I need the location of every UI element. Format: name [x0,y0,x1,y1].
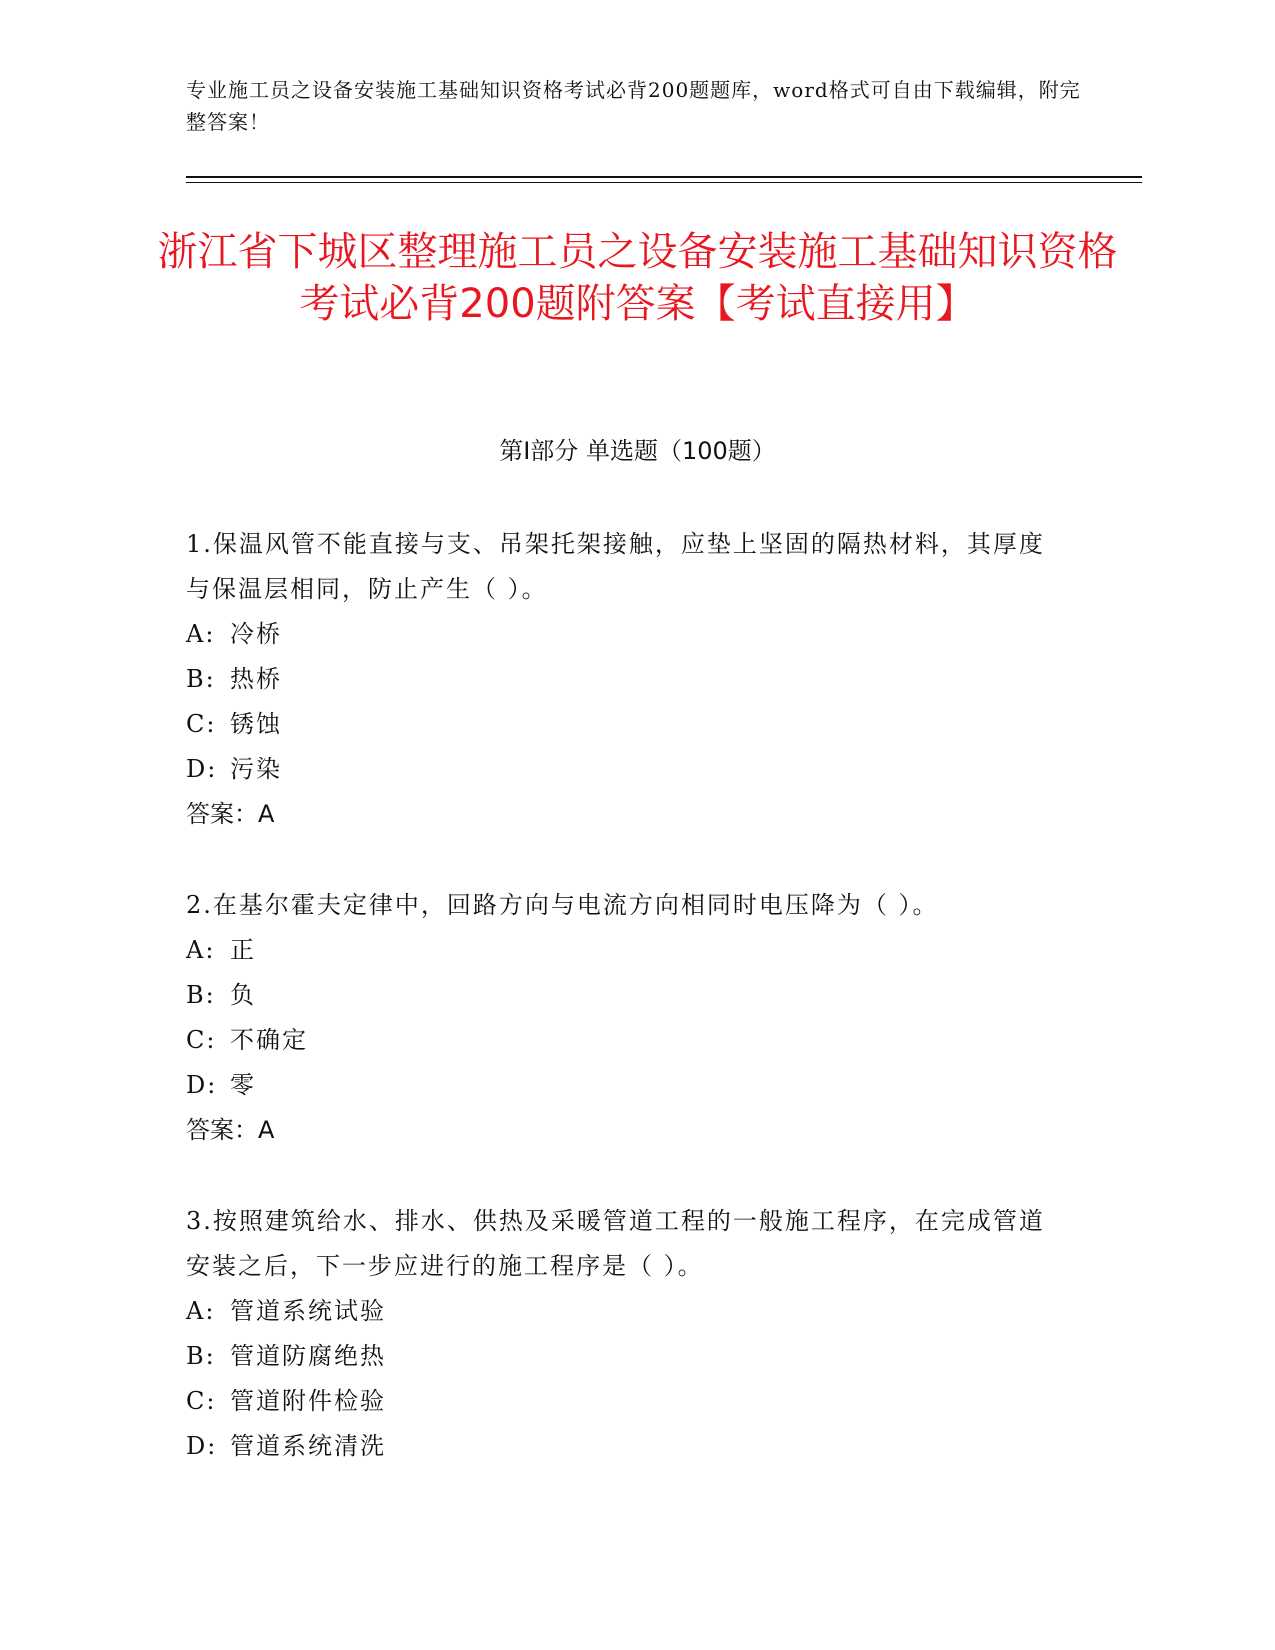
option-text: 管道防腐绝热 [230,1342,386,1370]
option-key: D: [186,1071,218,1099]
question-list [186,522,1066,1515]
option-text: 不确定 [230,1026,308,1054]
option-b [186,1334,1066,1379]
option-b [186,657,1066,702]
option-d [186,1063,1066,1108]
option-text: 冷桥 [230,620,282,648]
option-text: 管道系统试验 [230,1297,386,1325]
answer: 答案：A [186,1116,275,1144]
option-a [186,1289,1066,1334]
option-key: C: [186,1026,217,1054]
option-key: C: [186,710,217,738]
option-key: A: [186,936,216,964]
option-text: 负 [230,981,256,1009]
header-note: 专业施工员之设备安装施工基础知识资格考试必背200题题库，word格式可自由下载编辑，附完整答案！ [186,78,1081,134]
option-text: 管道附件检验 [230,1387,386,1415]
header-rule-thin [186,182,1142,183]
option-text: 正 [230,936,256,964]
header-rule-thick [186,176,1142,178]
option-c [186,702,1066,747]
option-text: 管道系统清洗 [230,1432,386,1460]
option-text: 热桥 [230,665,282,693]
option-text: 锈蚀 [230,710,282,738]
option-a [186,612,1066,657]
option-key: A: [186,620,216,648]
option-key: A: [186,1297,216,1325]
question-1 [186,522,1066,837]
option-key: B: [186,981,216,1009]
section-title: 第I部分 单选题（100题） [499,437,776,465]
option-key: B: [186,1342,216,1370]
option-a [186,928,1066,973]
option-text: 零 [230,1071,256,1099]
question-3 [186,1199,1066,1469]
question-text: 2.在基尔霍夫定律中，回路方向与电流方向相同时电压降为（ ）。 [186,891,939,919]
option-key: C: [186,1387,217,1415]
question-text: 3.按照建筑给水、排水、供热及采暖管道工程的一般施工程序，在完成管道安装之后，下一步应进行的施工程序是（ ）。 [186,1207,1045,1280]
option-key: D: [186,755,218,783]
option-c [186,1379,1066,1424]
answer: 答案：A [186,800,275,828]
option-c [186,1018,1066,1063]
question-text: 1.保温风管不能直接与支、吊架托架接触，应垫上坚固的隔热材料，其厚度与保温层相同，防止产生（ ）。 [186,530,1045,603]
question-2 [186,883,1066,1153]
option-d [186,747,1066,792]
option-key: D: [186,1432,218,1460]
option-b [186,973,1066,1018]
document-title: 浙江省下城区整理施工员之设备安装施工基础知识资格考试必背200题附答案【考试直接用】 [157,229,1118,327]
option-key: B: [186,665,216,693]
option-text: 污染 [230,755,282,783]
option-d [186,1424,1066,1469]
